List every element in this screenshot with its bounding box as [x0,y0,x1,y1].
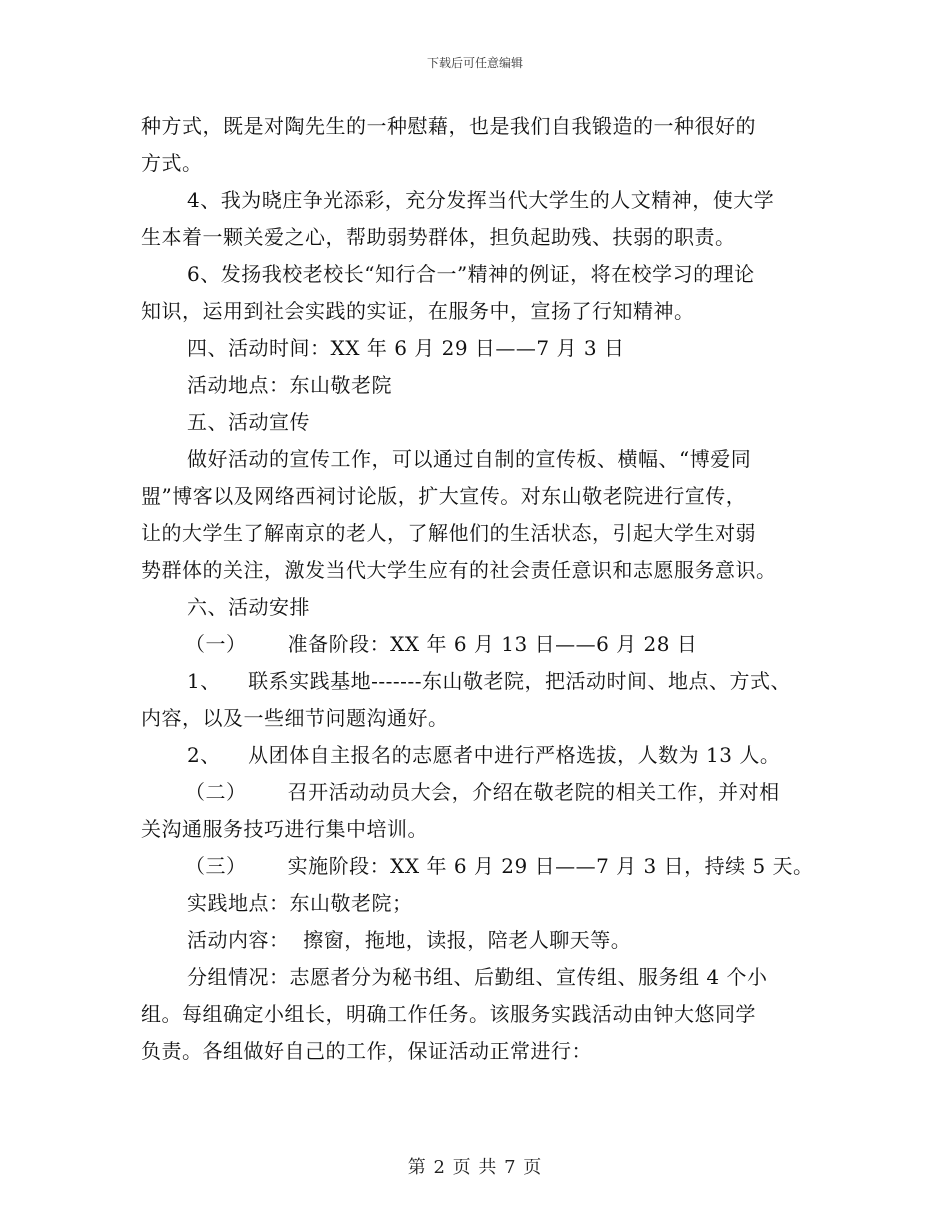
subsection-heading: （三） 实施阶段：XX 年 6 月 29 日——7 月 3 日，持续 5 天。 [185,854,814,878]
page-number-footer: 第 2 页 共 7 页 [407,1157,543,1178]
section-heading: 六、活动安排 [187,595,310,619]
text-line: 种方式，既是对陶先生的一种慰藉，也是我们自我锻造的一种很好的 [141,114,756,138]
text-line: 6、发扬我校老校长“知行合一”精神的例证，将在校学习的理论 [187,262,755,286]
text-line: 组。每组确定小组长，明确工作任务。该服务实践活动由钟大悠同学 [141,1002,756,1026]
text-line: 1、 联系实践基地-------东山敬老院，把活动时间、地点、方式、 [187,669,791,693]
text-line: 2、 从团体自主报名的志愿者中进行严格选拔，人数为 13 人。 [187,743,781,767]
document-body [141,108,831,1070]
subsection-heading: （一） 准备阶段：XX 年 6 月 13 日——6 月 28 日 [185,632,698,656]
text-line: 让的大学生了解南京的老人，了解他们的生活状态，引起大学生对弱 [141,521,756,545]
subsection-heading: （二） 召开活动动员大会，介绍在敬老院的相关工作，并对相 [185,780,780,804]
text-line: 负责。各组做好自己的工作，保证活动正常进行： [141,1039,592,1063]
text-line: 生本着一颗关爱之心，帮助弱势群体，担负起助残、扶弱的职责。 [141,225,736,249]
text-line: 方式。 [141,151,203,175]
header-note: 下载后可任意编辑 [426,56,523,70]
text-line: 活动内容： 擦窗，拖地，读报，陪老人聊天等。 [187,928,632,952]
text-line: 知识，运用到社会实践的实证，在服务中，宣扬了行知精神。 [141,299,695,323]
text-line: 盟”博客以及网络西祠讨论版，扩大宣传。对东山敬老院进行宣传， [141,484,747,508]
text-line: 势群体的关注，激发当代大学生应有的社会责任意识和志愿服务意识。 [141,558,777,582]
text-line: 做好活动的宣传工作，可以通过自制的宣传板、横幅、“博爱同 [187,447,752,471]
text-line: 内容，以及一些细节问题沟通好。 [141,706,449,730]
text-line: 实践地点：东山敬老院； [187,891,413,915]
section-heading: 五、活动宣传 [187,410,310,434]
text-line: 关沟通服务技巧进行集中培训。 [141,817,428,841]
text-line: 分组情况：志愿者分为秘书组、后勤组、宣传组、服务组 4 个小 [187,965,768,989]
text-line: 活动地点：东山敬老院 [187,373,392,397]
text-line: 4、我为晓庄争光添彩，充分发挥当代大学生的人文精神，使大学 [187,188,775,212]
section-heading: 四、活动时间：XX 年 6 月 29 日——7 月 3 日 [187,336,625,360]
